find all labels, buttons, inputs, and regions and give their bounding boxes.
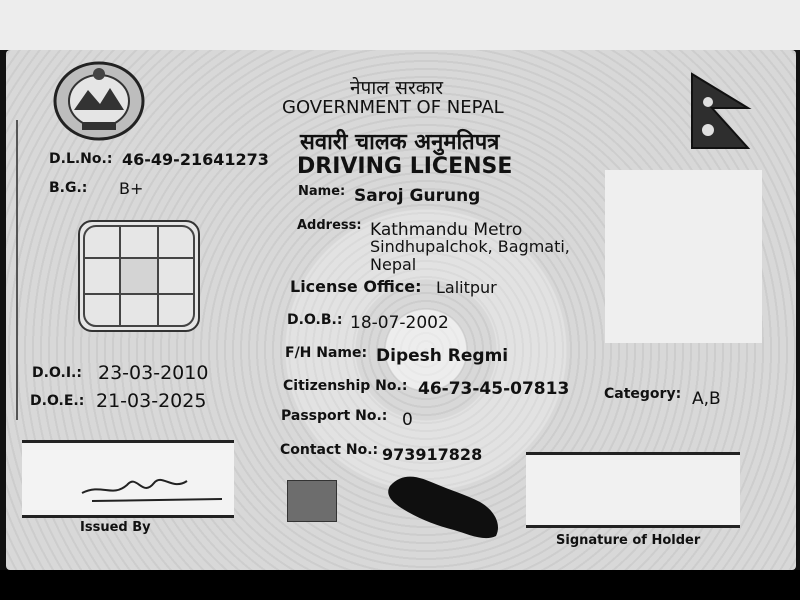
contact-label: Contact No.: [280, 442, 379, 458]
signature-holder-label: Signature of Holder [556, 533, 701, 548]
dl-label: D.L.No.: [49, 151, 113, 167]
issuer-signature-box [22, 440, 234, 518]
scan-bottom-margin [0, 570, 800, 600]
dl-value: 46-49-21641273 [122, 150, 269, 169]
doi-value: 23-03-2010 [98, 362, 209, 384]
name-label: Name: [298, 184, 346, 199]
left-edge-line [16, 120, 18, 420]
nepali-license-heading: सवारी चालक अनुमतिपत्र [300, 130, 500, 155]
holder-signature-box [526, 452, 740, 528]
category-label: Category: [604, 386, 682, 402]
passport-label: Passport No.: [281, 408, 388, 424]
bg-label: B.G.: [49, 180, 88, 196]
category-value: A,B [692, 389, 721, 409]
passport-value: 0 [402, 410, 413, 430]
govt-heading: GOVERNMENT OF NEPAL [282, 97, 504, 118]
holder-photo [605, 170, 762, 343]
contact-value: 973917828 [382, 445, 483, 464]
stamp-square [287, 480, 337, 522]
issued-by-label: Issued By [80, 520, 151, 535]
license-title: DRIVING LICENSE [297, 154, 513, 179]
dob-value: 18-07-2002 [350, 313, 449, 333]
citizenship-label: Citizenship No.: [283, 378, 408, 394]
scan-top-margin [0, 0, 800, 50]
doi-label: D.O.I.: [32, 365, 82, 381]
fh-value: Dipesh Regmi [376, 346, 509, 366]
bg-value: B+ [119, 179, 144, 198]
address-line-2: Sindhupalchok, Bagmati, [370, 237, 570, 256]
doe-value: 21-03-2025 [96, 390, 207, 412]
nepali-govt-heading: नेपाल सरकार [350, 77, 444, 99]
office-label: License Office: [290, 277, 422, 296]
nepal-flag-icon [690, 72, 752, 150]
doe-label: D.O.E.: [30, 393, 85, 409]
government-emblem [52, 60, 146, 142]
ink-blot-icon [384, 468, 504, 542]
fh-label: F/H Name: [285, 345, 368, 361]
address-line-3: Nepal [370, 255, 417, 274]
citizenship-value: 46-73-45-07813 [418, 379, 570, 399]
issuer-signature-icon [22, 443, 234, 515]
name-value: Saroj Gurung [354, 186, 481, 206]
office-value: Lalitpur [436, 278, 497, 297]
smart-chip [78, 220, 200, 332]
dob-label: D.O.B.: [287, 312, 343, 328]
address-label: Address: [297, 218, 362, 233]
address-line-1: Kathmandu Metro [370, 220, 523, 240]
